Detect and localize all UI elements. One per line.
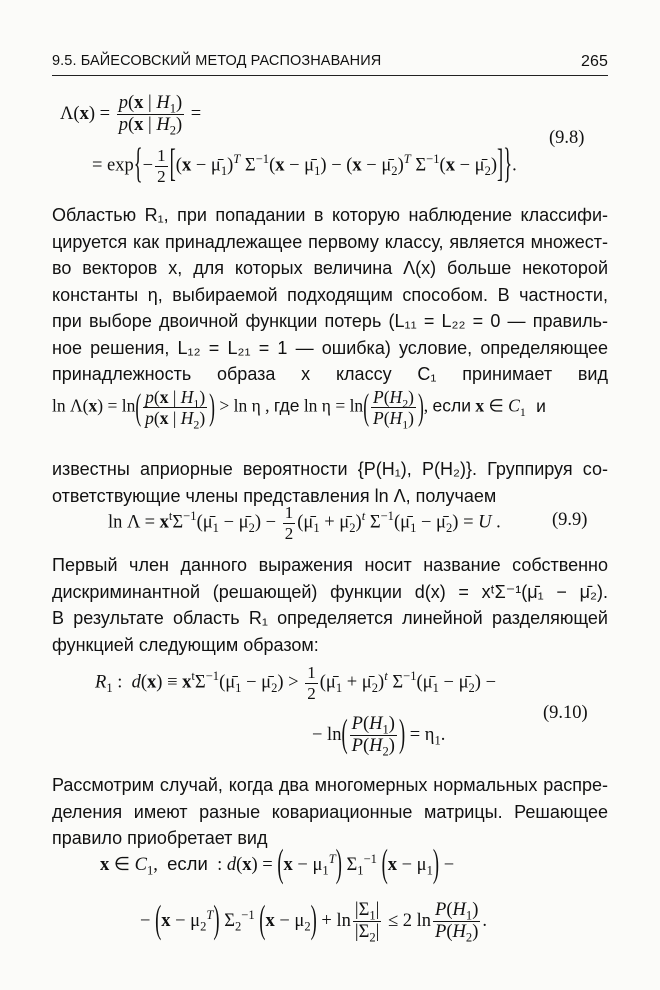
text-line: Первый член данного выражения носит название собственно: [52, 555, 608, 575]
text-line: известны априорные вероятности {P(H₁), P(H₂)}. Группируя со-: [52, 459, 608, 479]
text-line: цируется как принадлежащее первому классу, является множест-: [52, 231, 608, 252]
equation-quadratic-rule-line2: − $(x - \mu_2^T)$ $\Sigma_2^{-1}$ $(x - \mu_2) + \ln$ $\frac{|\Sigma_1|}{|\Sigma_2|}$ ≤ 2 ln $\frac{P(H_1)}{P(H_2)}$ .: [140, 900, 487, 945]
text-line: во векторов x, для которых величина Λ(x) больше некоторой: [52, 258, 608, 278]
text-line: В результате область R₁ определяется линейной разделяющей: [52, 608, 608, 628]
equation-log-likelihood-condition: ln Λ(x) = ln( $\frac{p(x | H_1)}{p(x | H_2)}$ ) > ln η , где ln η = ln( $\frac{P(H_2)}{P(H_1)}$ ), если x ∈ $C_1$ и: [52, 385, 546, 432]
header-rule: [52, 75, 608, 76]
text-line: правило приобретает вид: [52, 828, 268, 848]
equation-9-9: $\ln \Lambda = x^t\Sigma^{-1}(\mū_1$ − $\mū_2$) − $\frac{1}{2}$ ($\mū_1$ + $\mū_2)^t$ $\Sigma^{-1}(\mū_1$ − $\mū_2) = U$ .: [108, 503, 501, 543]
text-line: Рассмотрим случай, когда два многомерных нормальных распре-: [52, 775, 608, 795]
text-line: ное решения, L₁₂ = L₂₁ = 1 — ошибка) условие, определяющее: [52, 337, 608, 358]
word-i: и: [536, 395, 546, 416]
equation-9-8-line1: Λ(x) = $\frac{p(x | H_1)}{p(x | H_2)}$ =: [60, 93, 202, 138]
equation-number: (9.9): [552, 510, 588, 530]
paragraph-discriminant-function: [52, 552, 608, 658]
paragraph-prior-probabilities: [52, 456, 608, 509]
text-line: деления имеют разные ковариационные матрицы. Решающее: [52, 801, 608, 822]
running-header: [52, 53, 608, 69]
text-line: при выборе двоичной функции потерь (L₁₁ = L₂₂ = 0 — правиль-: [52, 311, 608, 331]
equation-9-10-line2: − ln( $\frac{P(H_1)}{P(H_2)}$ ) = $\eta_1$.: [312, 714, 446, 759]
text-line: принадлежность образа x классу C₁ принимает вид: [52, 364, 608, 384]
equation-9-8-line2: = exp{− $\frac{1}{2}$ [$(x - \mū_1)^T$ $\Sigma^{-1}(x$ − $\mū_1) - (x$ − $\mū_2)^T$ $\Sigma^{-1}(x$ − $\mū_2$)]}.: [92, 142, 517, 189]
text-line: дискриминантной (решающей) функции d(x) = xᵗΣ⁻¹(μ̄₁ − μ̄₂).: [52, 581, 608, 602]
equation-number: (9.10): [543, 703, 588, 723]
section-title: 9.5. БАЙЕСОВСКИЙ МЕТОД РАСПОЗНАВАНИЯ: [52, 53, 382, 69]
word-gde: где: [273, 395, 300, 416]
page-number: 265: [581, 53, 608, 70]
equation-quadratic-rule-line1: x ∈ $C_1$, если : $d(x) = (x - \mu_1^T)$ $\Sigma_1^{-1}$ $(x - \mu_1)$ −: [100, 844, 455, 887]
paragraph-decision-region: [52, 202, 608, 388]
word-esli: если: [432, 395, 472, 416]
text-line: ответствующие члены представления ln Λ, получаем: [52, 485, 497, 506]
text-line: константы η, выбираемой подходящим способом. В частности,: [52, 284, 608, 305]
text-line: Областью R₁, при попадании в которую наблюдение классифи-: [52, 205, 608, 225]
equation-9-10-line1: $R_1$ : $d(x) \equiv x^t\Sigma^{-1}(\mū_1$ − $\mū_2$) > $\frac{1}{2}$ ($\mū_1$ + $\mū_2)^t$ $\Sigma^{-1}(\mū_1$ − $\mū_2$) −: [95, 663, 497, 703]
word-esli-final: если: [167, 853, 208, 874]
text-line: функцией следующим образом:: [52, 634, 319, 655]
paragraph-different-covariances: [52, 772, 608, 852]
equation-number: (9.8): [549, 128, 585, 148]
